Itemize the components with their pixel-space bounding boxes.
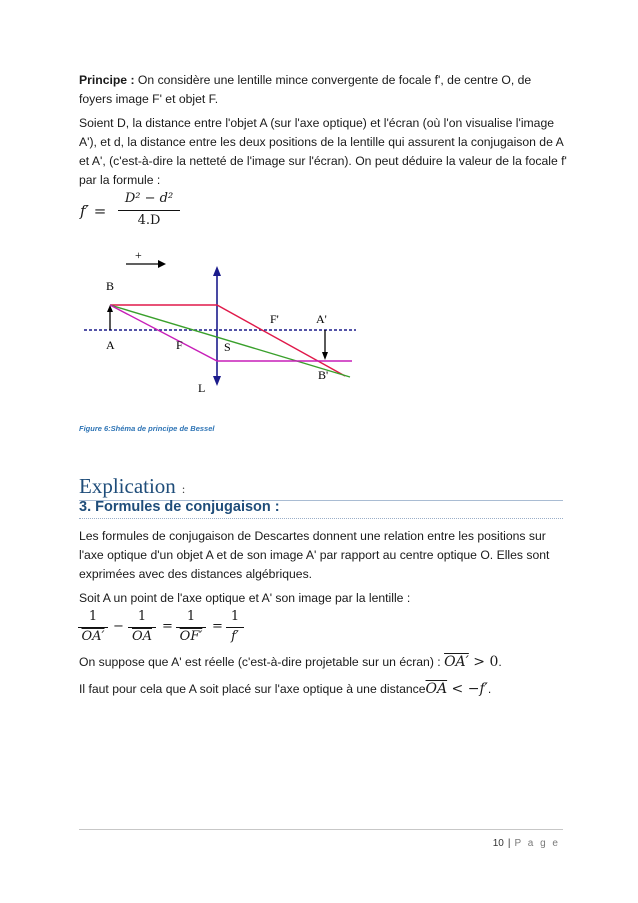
footer-divider [79, 829, 563, 830]
frac3-num: 1 [186, 609, 196, 624]
real-image-paragraph [79, 653, 599, 672]
frac3-bar [176, 627, 206, 628]
frac4-den: f′ [231, 629, 239, 644]
label-B: B [106, 279, 115, 293]
condition-math-rest: < −f′ [447, 681, 488, 697]
point-definition-paragraph: Soit A un point de l'axe optique et A' son image par la lentille : [79, 591, 411, 605]
direction-arrow-head [158, 260, 166, 268]
condition-paragraph [79, 680, 599, 699]
frac2-num: 1 [137, 609, 147, 624]
principle-paragraph [79, 71, 567, 109]
equals-sign-2: = [212, 619, 223, 634]
real-image-math-bar: OA′ [444, 654, 469, 670]
real-image-text: On suppose que A' est réelle (c'est-à-dire projetable sur un écran) : [79, 655, 445, 669]
real-image-end: . [498, 655, 502, 669]
definition-paragraph: Soient D, la distance entre l'objet A (sur l'axe optique) et l'écran (où l'on visualise l'image A'), et d, la distance entre les deux positions de la lentille qui assurent la conjugaison de A et A', (c'est-à-dire la netteté de l'image sur l'écran). On peut déduire la valeur de la focale f' par la formule : [79, 116, 567, 187]
label-S: S [224, 340, 231, 354]
frac3-den: OF′ [179, 629, 203, 644]
frac2-bar [128, 627, 156, 628]
frac1-den: OA′ [81, 629, 105, 644]
label-B-prime: B' [318, 368, 329, 382]
frac1-num: 1 [88, 609, 98, 624]
label-L: L [198, 381, 206, 395]
principle-text: On considère une lentille mince convergente de focale f', de centre O, de foyers image F' et objet F. [79, 73, 532, 106]
bessel-denominator: 4.D [137, 213, 161, 228]
frac4-num: 1 [230, 609, 240, 624]
condition-text: Il faut pour cela que A soit placé sur l'axe optique à une distance [79, 682, 426, 696]
minus-sign: − [113, 619, 124, 634]
image-arrow-head [322, 352, 328, 360]
condition-math-bar: $\overline{OA}$ [425, 681, 448, 697]
frac4-bar [226, 627, 244, 628]
lens-arrow-bottom [213, 376, 221, 386]
bessel-numerator: D² − d² [124, 191, 174, 206]
label-A: A [106, 338, 115, 352]
principle-label: Principe : [79, 73, 135, 87]
page-word: P a g e [514, 838, 560, 849]
frac1-bar [78, 627, 108, 628]
label-F: F [176, 338, 183, 352]
real-image-math-rest: > 0 [468, 654, 499, 670]
label-F-prime: F' [270, 312, 279, 326]
page-footer [493, 838, 560, 849]
heading-explication-colon: : [181, 482, 186, 496]
heading-explication [79, 474, 563, 501]
frac2-den: $\overline{OA}$ [131, 629, 153, 644]
page-number: 10 [492, 838, 504, 849]
bessel-diagram [80, 252, 370, 402]
figure-caption: Figure 6:Shéma de principe de Bessel [79, 424, 215, 433]
descartes-intro-paragraph: Les formules de conjugaison de Descartes donnent une relation entre les positions sur l'axe optique d'un objet A et de son image A' par rapport au centre optique O. Elles sont exprimées avec des distances algébriques. [79, 529, 550, 581]
heading-section: 3. Formules de conjugaison : [79, 499, 563, 519]
bessel-lhs: f′ = [80, 202, 107, 220]
label-plus: + [135, 252, 142, 262]
condition-end: . [487, 682, 492, 696]
descartes-formula [78, 609, 258, 649]
lens-arrow-top [213, 266, 221, 276]
footer-separator: | [507, 838, 511, 849]
heading-explication-text: Explication [79, 474, 176, 498]
equals-sign-1: = [162, 619, 173, 634]
label-A-prime: A' [316, 312, 327, 326]
bessel-fraction-bar [118, 210, 180, 211]
